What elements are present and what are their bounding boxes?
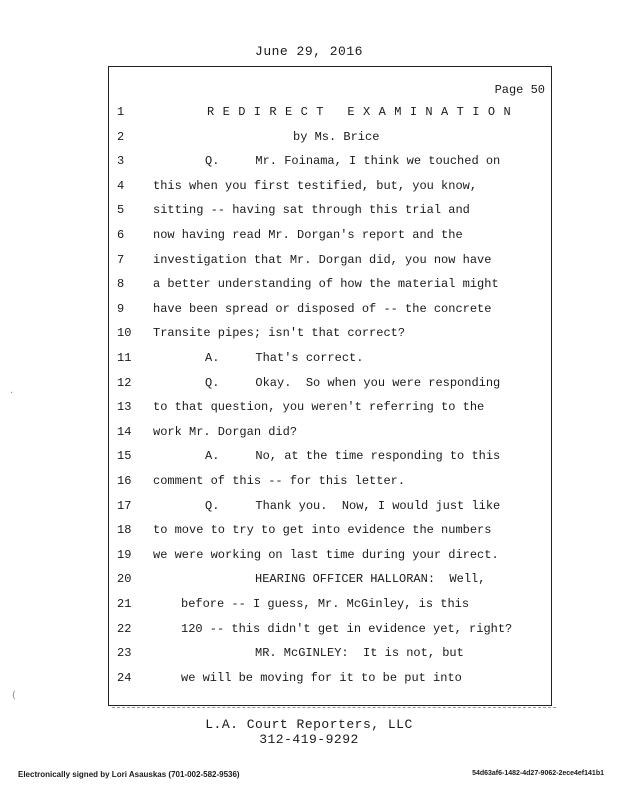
transcript-line — [109, 646, 551, 666]
line-text: HEARING OFFICER HALLORAN: Well, — [255, 572, 486, 587]
transcript-line — [109, 203, 551, 223]
transcript-line — [109, 105, 551, 125]
transcript-line — [109, 671, 551, 691]
transcript-line — [109, 523, 551, 543]
electronic-signature: Electronically signed by Lori Asauskas (701-002-582-9536) — [18, 770, 240, 779]
line-number: 19 — [117, 547, 132, 562]
page-number: Page 50 — [494, 83, 545, 97]
line-text: R E D I R E C T E X A M I N A T I O N — [207, 105, 512, 119]
line-number: 18 — [117, 523, 132, 538]
transcript-line — [109, 622, 551, 642]
line-number: 20 — [117, 572, 132, 587]
line-number: 12 — [117, 375, 132, 390]
line-text: Q. Thank you. Now, I would just like — [205, 498, 501, 513]
transcript-line — [109, 376, 551, 396]
transcript-line — [109, 302, 551, 322]
line-text: to that question, you weren't referring to the — [153, 400, 485, 415]
line-number: 2 — [117, 129, 125, 144]
line-text: we will be moving for it to be put into — [181, 670, 462, 685]
transcript-line — [109, 326, 551, 346]
transcript-line — [109, 597, 551, 617]
transcript-lines — [109, 67, 551, 705]
line-text: A. No, at the time responding to this — [205, 449, 501, 464]
transcript-line — [109, 130, 551, 150]
scan-mark: · — [10, 388, 14, 399]
line-text: Transite pipes; isn't that correct? — [153, 326, 406, 341]
transcript-line — [109, 548, 551, 568]
line-text: a better understanding of how the material might — [153, 277, 499, 292]
line-number: 10 — [117, 326, 132, 341]
frame-shadow — [112, 704, 556, 708]
line-text: sitting -- having sat through this trial and — [153, 203, 470, 218]
line-number: 21 — [117, 597, 132, 611]
line-number: 3 — [117, 154, 125, 169]
line-number: 5 — [117, 203, 125, 218]
transcript-line — [109, 277, 551, 297]
line-text: to move to try to get into evidence the numbers — [153, 523, 492, 538]
line-number: 9 — [117, 301, 125, 316]
line-text: before -- I guess, Mr. McGinley, is this — [181, 597, 470, 611]
transcript-line — [109, 400, 551, 420]
transcript-line — [109, 425, 551, 445]
line-text: this when you first testified, but, you know, — [153, 178, 478, 193]
line-text: by Ms. Brice — [293, 129, 380, 144]
document-id: 54d63af6-1482-4d27-9062-2ece4ef141b1 — [472, 770, 604, 777]
transcript-line — [109, 449, 551, 469]
line-number: 6 — [117, 228, 125, 242]
transcript-frame — [108, 66, 552, 706]
line-number: 16 — [117, 474, 132, 488]
line-text: have been spread or disposed of -- the concrete — [153, 301, 492, 316]
line-number: 17 — [117, 498, 132, 513]
transcript-line — [109, 474, 551, 494]
line-number: 11 — [117, 351, 132, 365]
transcript-line — [109, 572, 551, 592]
line-text: we were working on last time during your direct. — [153, 547, 499, 562]
line-number: 22 — [117, 621, 132, 636]
line-text: investigation that Mr. Dorgan did, you now have — [153, 252, 492, 267]
line-text: work Mr. Dorgan did? — [153, 424, 298, 439]
line-number: 8 — [117, 277, 125, 292]
transcript-line — [109, 179, 551, 199]
transcript-line — [109, 351, 551, 371]
line-number: 13 — [117, 400, 132, 415]
line-text: Q. Mr. Foinama, I think we touched on — [205, 154, 501, 169]
line-number: 7 — [117, 252, 125, 267]
line-text: comment of this -- for this letter. — [153, 474, 406, 488]
line-text: now having read Mr. Dorgan's report and the — [153, 228, 463, 242]
line-text: Q. Okay. So when you were responding — [205, 375, 501, 390]
line-number: 1 — [117, 105, 125, 119]
scan-mark: ( — [12, 690, 16, 701]
transcript-line — [109, 499, 551, 519]
reporter-phone: 312-419-9292 — [259, 732, 359, 747]
line-number: 15 — [117, 449, 132, 464]
line-text: 120 -- this didn't get in evidence yet, right? — [181, 621, 513, 636]
line-number: 4 — [117, 178, 125, 193]
line-number: 14 — [117, 424, 132, 439]
reporter-firm: L.A. Court Reporters, LLC — [205, 717, 413, 732]
line-number: 23 — [117, 646, 132, 661]
transcript-line — [109, 253, 551, 273]
transcript-date: June 29, 2016 — [255, 44, 363, 59]
transcript-line — [109, 228, 551, 248]
line-text: MR. McGINLEY: It is not, but — [255, 646, 464, 661]
line-number: 24 — [117, 670, 132, 685]
line-text: A. That's correct. — [205, 351, 364, 365]
transcript-line — [109, 154, 551, 174]
